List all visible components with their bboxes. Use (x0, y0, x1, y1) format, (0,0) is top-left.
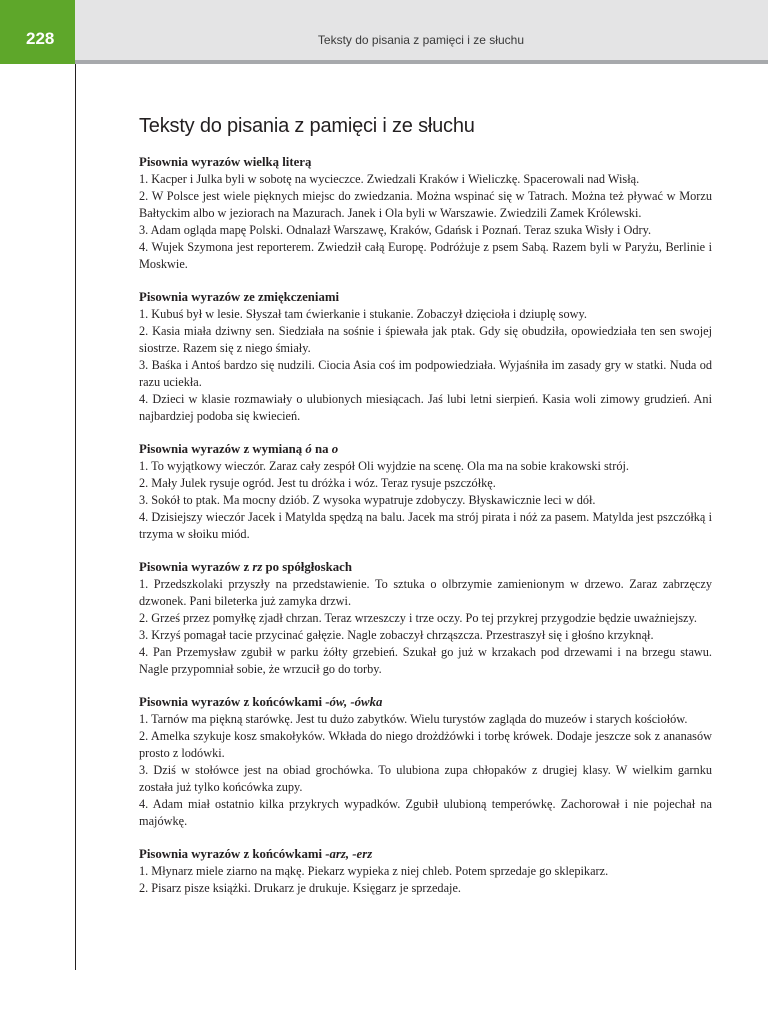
section-capital-letters (139, 154, 712, 273)
page-number: 228 (0, 0, 75, 64)
text-paragraph: 1. Kacper i Julka byli w sobotę na wycieczce. Zwiedzali Kraków i Wieliczkę. Spacerowali nad Wisłą. (139, 172, 640, 186)
section-arz-erz-endings (139, 846, 712, 897)
text-paragraph: 4. Adam miał ostatnio kilka przykrych wypadków. Zgubił ulubioną temperówkę. Zachorował i nie pojechał na majówkę. (139, 797, 712, 828)
text-paragraph: 2. Amelka szykuje kosz smakołyków. Wkłada do niego drożdżówki i torbę krówek. Dodaje jeszcze sok z ananasów prosto z lodówki. (139, 729, 712, 760)
section-softening (139, 289, 712, 425)
text-paragraph: 4. Pan Przemysław zgubił w parku żółty grzebień. Szukał go już w krzakach pod drzewami i na brzegu stawu. Nagle przypomniał sobie, że wrzucił go do torby. (139, 645, 712, 676)
section-ow-owka-endings (139, 694, 712, 830)
section-heading: Pisownia wyrazów wielką literą (139, 155, 312, 169)
text-paragraph: 4. Wujek Szymona jest reporterem. Zwiedził całą Europę. Podróżuje z psem Sabą. Razem byli w Paryżu, Berlinie i Moskwie. (139, 240, 712, 271)
text-paragraph: 4. Dzieci w klasie rozmawiały o ulubionych miesiącach. Jaś lubi letni sierpień. Kasia woli zimowy grudzień. Ani najbardziej podoba się kwiecień. (139, 392, 712, 423)
section-heading: Pisownia wyrazów z rz po spółgłoskach (139, 560, 352, 574)
text-paragraph: 1. Kubuś był w lesie. Słyszał tam ćwierkanie i stukanie. Zobaczył dzięcioła i dziuplę sowy. (139, 307, 587, 321)
text-paragraph: 4. Dzisiejszy wieczór Jacek i Matylda spędzą na balu. Jacek ma strój pirata i nóż za pasem. Matylda jest pszczółką i trzyma w słoiku miód. (139, 510, 712, 541)
header-band (75, 0, 768, 60)
text-paragraph: 3. Adam ogląda mapę Polski. Odnalazł Warszawę, Kraków, Gdańsk i Poznań. Teraz szuka Wisły i Odry. (139, 223, 652, 237)
text-paragraph: 3. Sokół to ptak. Ma mocny dziób. Z wysoka wypatruje zdobyczy. Błyskawicznie leci w dół. (139, 493, 596, 507)
section-rz-after-consonants (139, 559, 712, 678)
running-title: Teksty do pisania z pamięci i ze słuchu (317, 33, 524, 47)
text-paragraph: 1. Tarnów ma piękną starówkę. Jest tu dużo zabytków. Wielu turystów zagląda do muzeów i starych kościołów. (139, 712, 688, 726)
text-paragraph: 2. W Polsce jest wiele pięknych miejsc do zwiedzania. Można wspinać się w Tatrach. Można też pływać w Morzu Bałtyckim albo w jeziorach na Mazurach. Janek i Ola byli w Warszawie. Zwiedzili Zamek Królewski. (139, 189, 712, 220)
section-o-exchange (139, 441, 712, 543)
text-paragraph: 2. Kasia miała dziwny sen. Siedziała na sośnie i śpiewała jak ptak. Gdy się obudziła, opowiedziała ten sen swojej siostrze. Razem się z niego śmiały. (139, 324, 712, 355)
text-paragraph: 3. Baśka i Antoś bardzo się nudzili. Ciocia Asia coś im podpowiedziała. Wyjaśniła im zasady gry w statki. Nuda od razu uciekła. (139, 358, 712, 389)
text-paragraph: 1. Przedszkolaki przyszły na przedstawienie. To sztuka o olbrzymie zamienionym w drzewo. Zaraz zabrzęczy dzwonek. Pani bileterka już zamyka drzwi. (139, 577, 712, 608)
text-paragraph: 1. To wyjątkowy wieczór. Zaraz cały zespół Oli wyjdzie na scenę. Ola ma na sobie krakowski strój. (139, 459, 629, 473)
page-content (139, 113, 712, 913)
text-paragraph: 2. Pisarz pisze książki. Drukarz je drukuje. Księgarz je sprzedaje. (139, 881, 461, 895)
text-paragraph: 2. Mały Julek rysuje ogród. Jest tu dróżka i wóz. Teraz rysuje pszczółkę. (139, 476, 496, 490)
text-paragraph: 3. Dziś w stołówce jest na obiad grochówka. To ulubiona zupa chłopaków z drugiej klasy. W wielkim garnku została już tylko końcówka zupy. (139, 763, 712, 794)
text-paragraph: 2. Grześ przez pomyłkę zjadł chrzan. Teraz wrzeszczy i trze oczy. Po tej przykrej przygodzie będzie uważniejszy. (139, 611, 697, 625)
section-heading: Pisownia wyrazów z końcówkami -ów, -ówka (139, 695, 383, 709)
section-heading: Pisownia wyrazów z końcówkami -arz, -erz (139, 847, 373, 861)
page-title: Teksty do pisania z pamięci i ze słuchu (139, 115, 475, 137)
section-heading: Pisownia wyrazów z wymianą ó na o (139, 442, 339, 456)
margin-rule (75, 64, 76, 970)
section-heading: Pisownia wyrazów ze zmiękczeniami (139, 290, 340, 304)
text-paragraph: 3. Krzyś pomagał tacie przycinać gałęzie. Nagle zobaczył chrząszcza. Przestraszył się i głośno krzyknął. (139, 628, 654, 642)
header-stripe (75, 60, 768, 64)
text-paragraph: 1. Młynarz miele ziarno na mąkę. Piekarz wypieka z niej chleb. Potem sprzedaje go sklepikarz. (139, 864, 609, 878)
